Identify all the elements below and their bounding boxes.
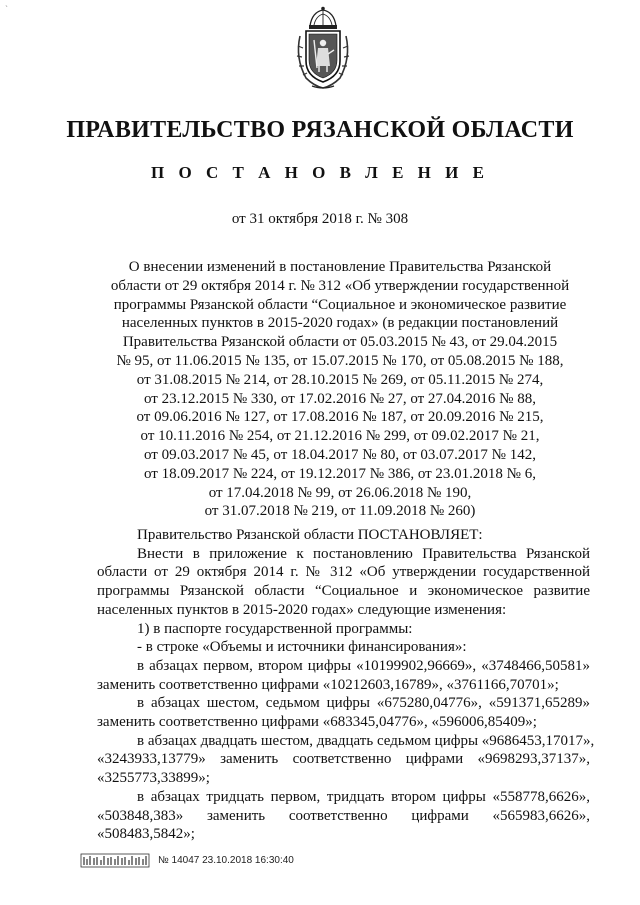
date-number: от 31 октября 2018 г. № 308 xyxy=(231,211,409,227)
paragraph-line: в абзацах тридцать первом, тридцать втором цифры «558778,6626», xyxy=(137,788,590,805)
paragraph-line: - в строке «Объемы и источники финансирования»: xyxy=(137,639,467,656)
title-line: от 17.04.2018 № 99, от 26.06.2018 № 190, xyxy=(208,484,472,501)
title-line: области от 29 октября 2014 г. № 312 «Об утверждении государственной xyxy=(110,277,570,294)
registration-stamp: № 14047 23.10.2018 16:30:40 xyxy=(158,854,294,866)
title-line: программы Рязанской области “Социальное и экономическое развитие xyxy=(113,296,567,313)
paragraph-line: «3255773,33899»; xyxy=(97,770,210,787)
corner-mark: ˋ xyxy=(5,4,8,14)
title-line: от 18.09.2017 № 224, от 19.12.2017 № 386, от 23.01.2018 № 6, xyxy=(143,465,536,482)
paragraph-line: «3243933,13779» заменить соответственно цифрами «9698293,37137», xyxy=(97,751,590,768)
title-line: от 31.07.2018 № 219, от 11.09.2018 № 260) xyxy=(204,503,476,520)
paragraph-line: в абзацах первом, втором цифры «10199902,96669», «3748466,50581» xyxy=(137,657,590,674)
document-body xyxy=(97,526,595,844)
document-title xyxy=(92,258,588,521)
title-line: от 09.06.2016 № 127, от 17.08.2016 № 187, от 20.09.2016 № 215, xyxy=(136,409,544,426)
paragraph-line: программы Рязанской области “Социальное и экономическое развитие xyxy=(97,583,590,600)
paragraph-line: «508483,5842»; xyxy=(97,826,195,843)
paragraph-line: «503848,383» заменить соответственно цифрами «565983,6626», xyxy=(97,807,590,824)
paragraph-line: заменить соответственно цифрами «10212603,16789», «3761166,70701»; xyxy=(97,676,559,693)
title-line: населенных пунктов в 2015-2020 годах» (в редакции постановлений xyxy=(121,315,559,332)
paragraph-line: в абзацах двадцать шестом, двадцать седьмом цифры «9686453,17017», xyxy=(137,732,595,749)
title-line: № 95, от 11.06.2015 № 135, от 15.07.2015 № 170, от 05.08.2015 № 188, xyxy=(116,352,564,369)
barcode-icon xyxy=(80,850,150,870)
title-line: от 31.08.2015 № 214, от 28.10.2015 № 269, от 05.11.2015 № 274, xyxy=(136,371,544,388)
document-type: П О С Т А Н О В Л Е Н И Е xyxy=(151,163,489,182)
paragraph-line: Правительство Рязанской области ПОСТАНОВЛЯЕТ: xyxy=(137,527,483,543)
paragraph-line: в абзацах шестом, седьмом цифры «675280,04776», «591371,65289» xyxy=(137,695,590,712)
title-line: от 23.12.2015 № 330, от 17.02.2016 № 27, от 27.04.2016 № 88, xyxy=(143,390,536,407)
title-line: О внесении изменений в постановление Правительства Рязанской xyxy=(128,259,552,275)
organization-title: ПРАВИТЕЛЬСТВО РЯЗАНСКОЙ ОБЛАСТИ xyxy=(66,117,574,143)
title-line: от 09.03.2017 № 45, от 18.04.2017 № 80, от 03.07.2017 № 142, xyxy=(143,446,536,463)
registration-footer xyxy=(80,849,294,871)
paragraph-line: 1) в паспорте государственной программы: xyxy=(137,620,413,637)
paragraph-line: заменить соответственно цифрами «683345,04776», «596006,85409»; xyxy=(97,714,537,731)
title-line: от 10.11.2016 № 254, от 21.12.2016 № 299, от 09.02.2017 № 21, xyxy=(140,428,540,445)
paragraph-line: области от 29 октября 2014 г. № 312 «Об утверждении государственной xyxy=(97,564,590,581)
paragraph-line: Внести в приложение к постановлению Правительства Рязанской xyxy=(137,545,590,562)
coat-of-arms-icon xyxy=(292,6,354,90)
title-line: Правительства Рязанской области от 05.03.2015 № 43, от 29.04.2015 xyxy=(122,334,558,351)
paragraph-line: населенных пунктов в 2015-2020 годах» следующие изменения: xyxy=(97,601,507,618)
